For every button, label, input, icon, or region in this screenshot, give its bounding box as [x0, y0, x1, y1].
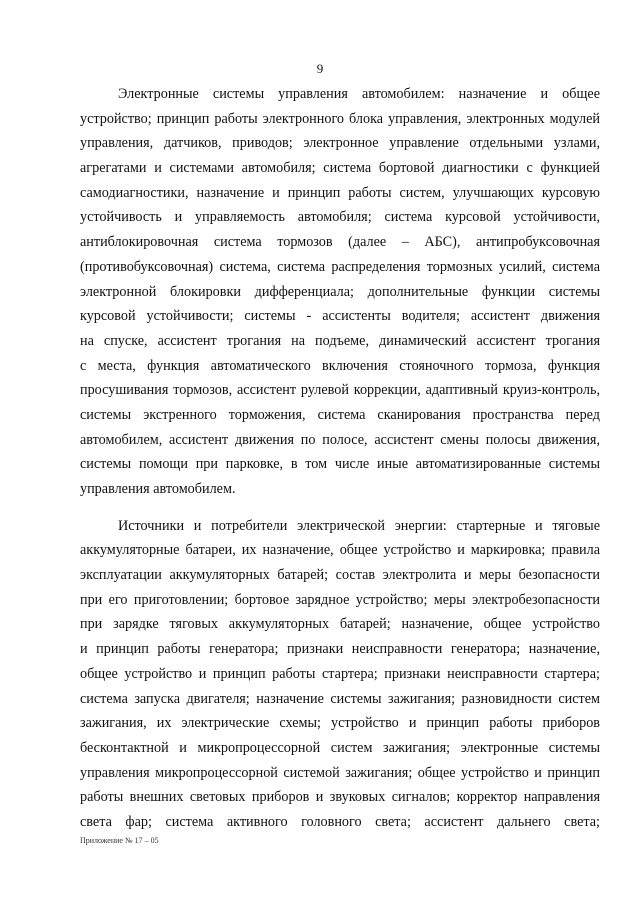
paragraph-1-line: на спуске, ассистент трогания на подъеме, динамический ассистент трогания: [80, 332, 600, 349]
paragraph-1-line: автомобилем, ассистент движения по полосе, ассистент смены полосы движения,: [80, 431, 600, 448]
paragraph-1-line: Электронные системы управления автомобилем: назначение и общее: [118, 86, 600, 102]
paragraph-2-line: и принцип работы генератора; признаки неисправности генератора; назначение,: [80, 641, 600, 658]
paragraph-1-line: (противобуксовочная) система, система распределения тормозных усилий, система: [80, 258, 600, 275]
paragraph-1-line: антиблокировочная система тормозов (далее – АБС), антипробуксовочная: [80, 234, 600, 251]
paragraph-1-line: управления, датчиков, приводов; электронное управление отдельными узлами,: [80, 135, 600, 152]
paragraph-1-line: системы помощи при парковке, в том числе иные автоматизированные системы: [80, 456, 600, 473]
paragraph-1-line: с места, функция автоматического включения стояночного тормоза, функция: [80, 357, 600, 374]
paragraph-1-line: устойчивость и управляемость автомобиля; система курсовой устойчивости,: [80, 209, 600, 226]
paragraph-2-line: бесконтактной и микропроцессорной систем зажигания; электронные системы: [80, 739, 600, 756]
paragraph-2-line: общее устройство и принцип работы стартера; признаки неисправности стартера;: [80, 665, 600, 682]
paragraph-2-line: аккумуляторные батареи, их назначение, общее устройство и маркировка; правила: [80, 542, 600, 559]
paragraph-1-line: самодиагностики, назначение и принцип работы систем, улучшающих курсовую: [80, 184, 600, 201]
paragraph-2-line: работы внешних световых приборов и звуковых сигналов; корректор направления: [80, 789, 600, 806]
paragraph-2-line: при зарядке тяговых аккумуляторных батарей; назначение, общее устройство: [80, 616, 600, 633]
paragraph-2-line: Источники и потребители электрической энергии: стартерные и тяговые: [118, 517, 600, 534]
body-text: [80, 82, 600, 835]
paragraph-1-line: системы экстренного торможения, система сканирования пространства перед: [80, 406, 600, 423]
paragraph-2-line: управления микропроцессорной системой зажигания; общее устройство и принцип: [80, 764, 600, 781]
paragraph-1-line: электронной блокировки дифференциала; дополнительные функции системы: [80, 283, 600, 300]
paragraph-2-line: света фар; система активного головного света; ассистент дальнего света;: [80, 813, 600, 830]
page-number: 9: [316, 61, 324, 76]
paragraph-2-line: система запуска двигателя; назначение системы зажигания; разновидности систем: [80, 690, 600, 707]
paragraph-1-line: просушивания тормозов, ассистент рулевой коррекции, адаптивный круиз-контроль,: [80, 382, 600, 399]
paragraph-2-line: зажигания, их электрические схемы; устройство и принцип работы приборов: [80, 715, 600, 732]
paragraph-spacer: [80, 502, 600, 514]
footer-attachment-note: Приложение № 17 – 05: [80, 836, 159, 845]
paragraph-2-line: при его приготовлении; бортовое зарядное устройство; меры электробезопасности: [80, 591, 600, 608]
paragraph-1-line: курсовой устойчивости; системы - ассистенты водителя; ассистент движения: [80, 308, 600, 325]
paragraph-1-line: устройство; принцип работы электронного блока управления, электронных модулей: [80, 110, 600, 127]
paragraph-1-line: управления автомобилем.: [80, 481, 236, 497]
paragraph-1-line: агрегатами и системами автомобиля; система бортовой диагностики с функцией: [80, 160, 600, 177]
paragraph-2-line: эксплуатации аккумуляторных батарей; состав электролита и меры безопасности: [80, 567, 600, 584]
